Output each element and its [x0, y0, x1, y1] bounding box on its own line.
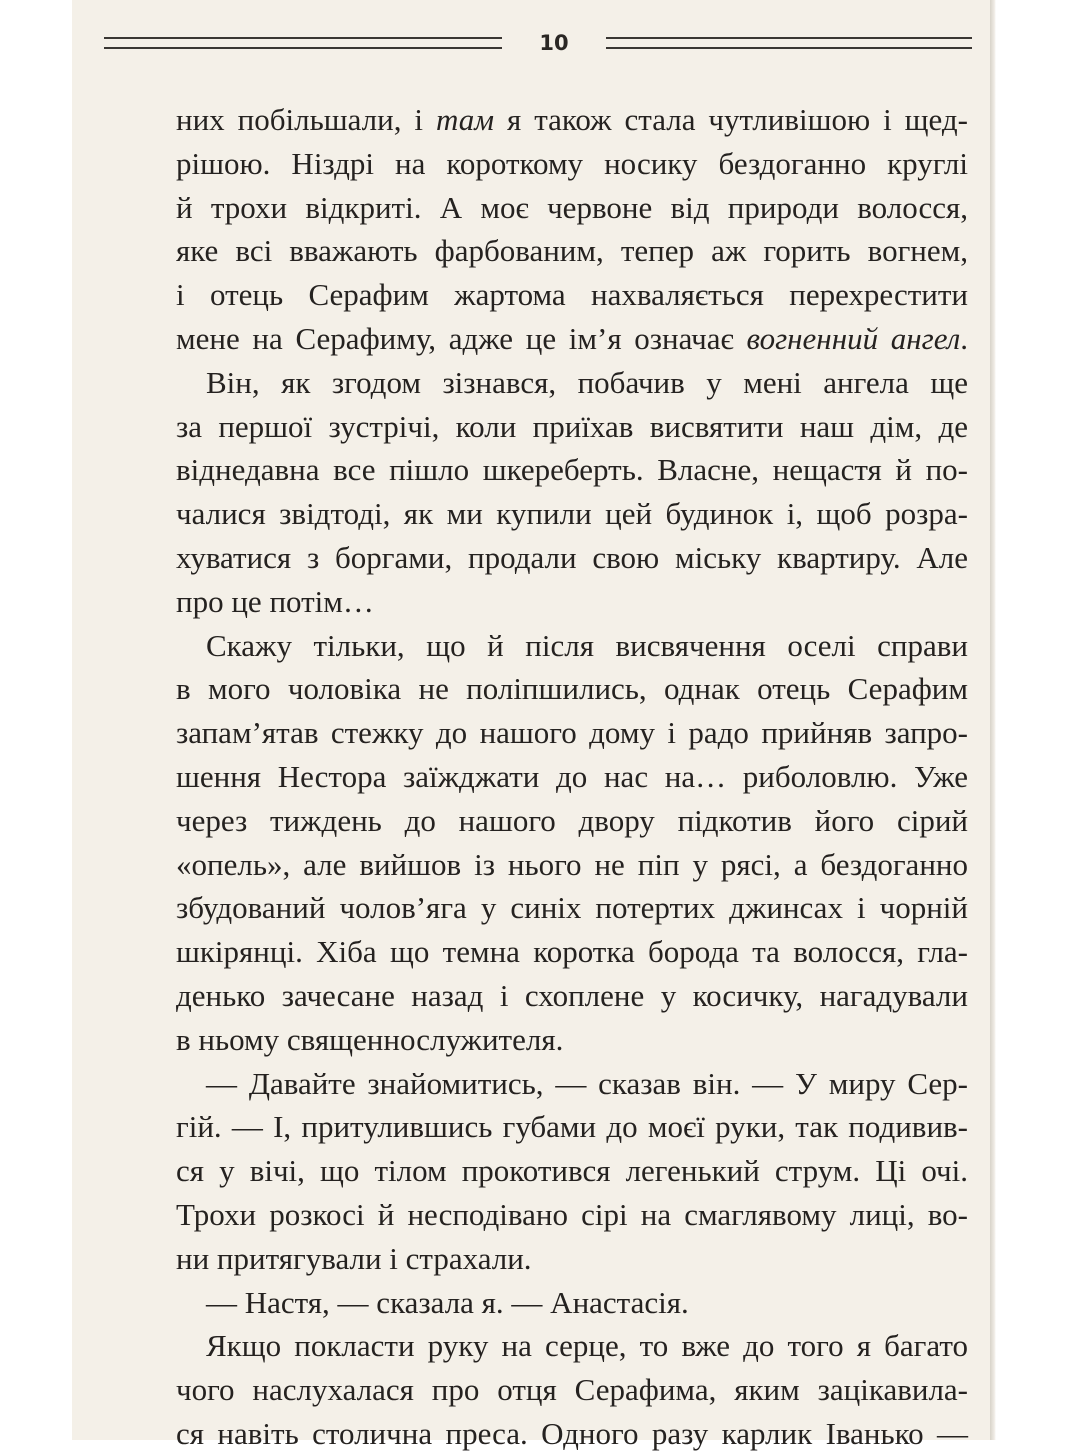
text-line	[176, 843, 968, 887]
text-run: Трохи розкосі й несподівано сірі на смаглявому лиці, во-	[176, 1196, 968, 1232]
text-run: в мого чоловіка не поліпшились, однак отець Серафим	[176, 671, 968, 707]
text-run: збудований чолов’яга у синіх потертих джинсах і чорній	[176, 890, 968, 926]
text-line	[176, 799, 968, 843]
text-run: мене на Серафиму, адже це ім’я означає	[176, 320, 747, 356]
text-line	[176, 930, 968, 974]
text-line	[176, 1412, 968, 1456]
text-line	[176, 667, 968, 711]
italic-text: вогненний ангел	[746, 320, 961, 356]
text-run: чого наслухалася про отця Серафима, яким зацікавила-	[176, 1372, 968, 1408]
text-line	[176, 448, 968, 492]
text-run: про це потім…	[176, 583, 374, 619]
text-line	[176, 1018, 968, 1062]
text-run: — Настя, — сказала я. — Анастасія.	[206, 1284, 689, 1320]
text-line	[176, 1281, 968, 1325]
text-line	[176, 142, 968, 186]
text-run: шкірянці. Хіба що темна коротка борода та волосся, гла-	[176, 934, 968, 970]
header-rule-right	[606, 37, 972, 49]
text-run: — Давайте знайомитись, — сказав він. — У миру Сер-	[206, 1065, 968, 1101]
running-header	[104, 28, 972, 58]
text-line	[176, 492, 968, 536]
text-run: чалися звідтоді, як ми купили цей будинок і, щоб розра-	[176, 496, 968, 532]
text-run: денько зачесане назад і схоплене у косичку, нагадували	[176, 977, 968, 1013]
text-run: ся у вічі, що тілом прокотився легенький струм. Ці очі.	[176, 1153, 968, 1189]
text-run: за першої зустрічі, коли приїхав висвятити наш дім, де	[176, 408, 968, 444]
text-line	[176, 1062, 968, 1106]
text-run: я також стала чутливішою і щед-	[494, 102, 968, 137]
text-run: віднедавна все пішло шкереберть. Власне, нещастя й по-	[176, 452, 968, 488]
text-run: в ньому священнослужителя.	[176, 1021, 564, 1057]
text-line	[176, 755, 968, 799]
text-run: них побільшали, і	[176, 102, 436, 137]
text-run: .	[960, 320, 969, 356]
text-run: Якщо покласти руку на серце, то вже до того я багато	[206, 1328, 968, 1364]
text-run: запам’ятав стежку до нашого дому і радо прийняв запро-	[176, 715, 968, 751]
text-line	[176, 1324, 968, 1368]
text-line	[176, 711, 968, 755]
text-line	[176, 361, 968, 405]
text-run: Скажу тільки, що й після висвячення оселі справи	[206, 627, 968, 663]
text-run: і отець Серафим жартома нахваляється перехрестити	[176, 277, 968, 313]
text-line	[176, 186, 968, 230]
text-run: Він, як згодом зізнався, побачив у мені ангела ще	[206, 364, 968, 400]
header-rule-left	[104, 37, 502, 49]
text-line	[176, 1237, 968, 1281]
page-number: 10	[539, 31, 569, 55]
text-line	[176, 580, 968, 624]
text-line	[176, 624, 968, 668]
text-run: й трохи відкриті. А моє червоне від природи волосся,	[176, 189, 968, 225]
text-line	[176, 886, 968, 930]
text-run: «опель», але вийшов із нього не піп у рясі, а бездоганно	[176, 846, 968, 882]
text-line	[176, 1368, 968, 1412]
text-run: яке всі вважають фарбованим, тепер аж горить вогнем,	[176, 233, 968, 269]
text-line	[176, 1105, 968, 1149]
text-line	[176, 974, 968, 1018]
text-run: ся навіть столична преса. Одного разу карлик Іванько —	[176, 1415, 968, 1451]
text-run: ни притягували і страхали.	[176, 1240, 532, 1276]
text-run: рішою. Ніздрі на короткому носику бездоганно круглі	[176, 145, 968, 181]
italic-text: там	[435, 102, 495, 137]
text-line	[176, 273, 968, 317]
text-line	[176, 317, 968, 361]
text-line	[176, 229, 968, 273]
text-run: хуватися з боргами, продали свою міську квартиру. Але	[176, 539, 968, 575]
text-run: через тиждень до нашого двору підкотив його сірий	[176, 802, 968, 838]
page-edge-shadow	[990, 0, 996, 1440]
text-run: гій. — І, притулившись губами до моєї руки, так подивив-	[176, 1109, 968, 1145]
body-text	[176, 98, 968, 1456]
text-line	[176, 1193, 968, 1237]
text-line	[176, 536, 968, 580]
text-run: шення Нестора заїжджати до нас на… риболовлю. Уже	[176, 758, 968, 794]
text-line	[176, 1149, 968, 1193]
text-line	[176, 98, 968, 142]
text-line	[176, 405, 968, 449]
